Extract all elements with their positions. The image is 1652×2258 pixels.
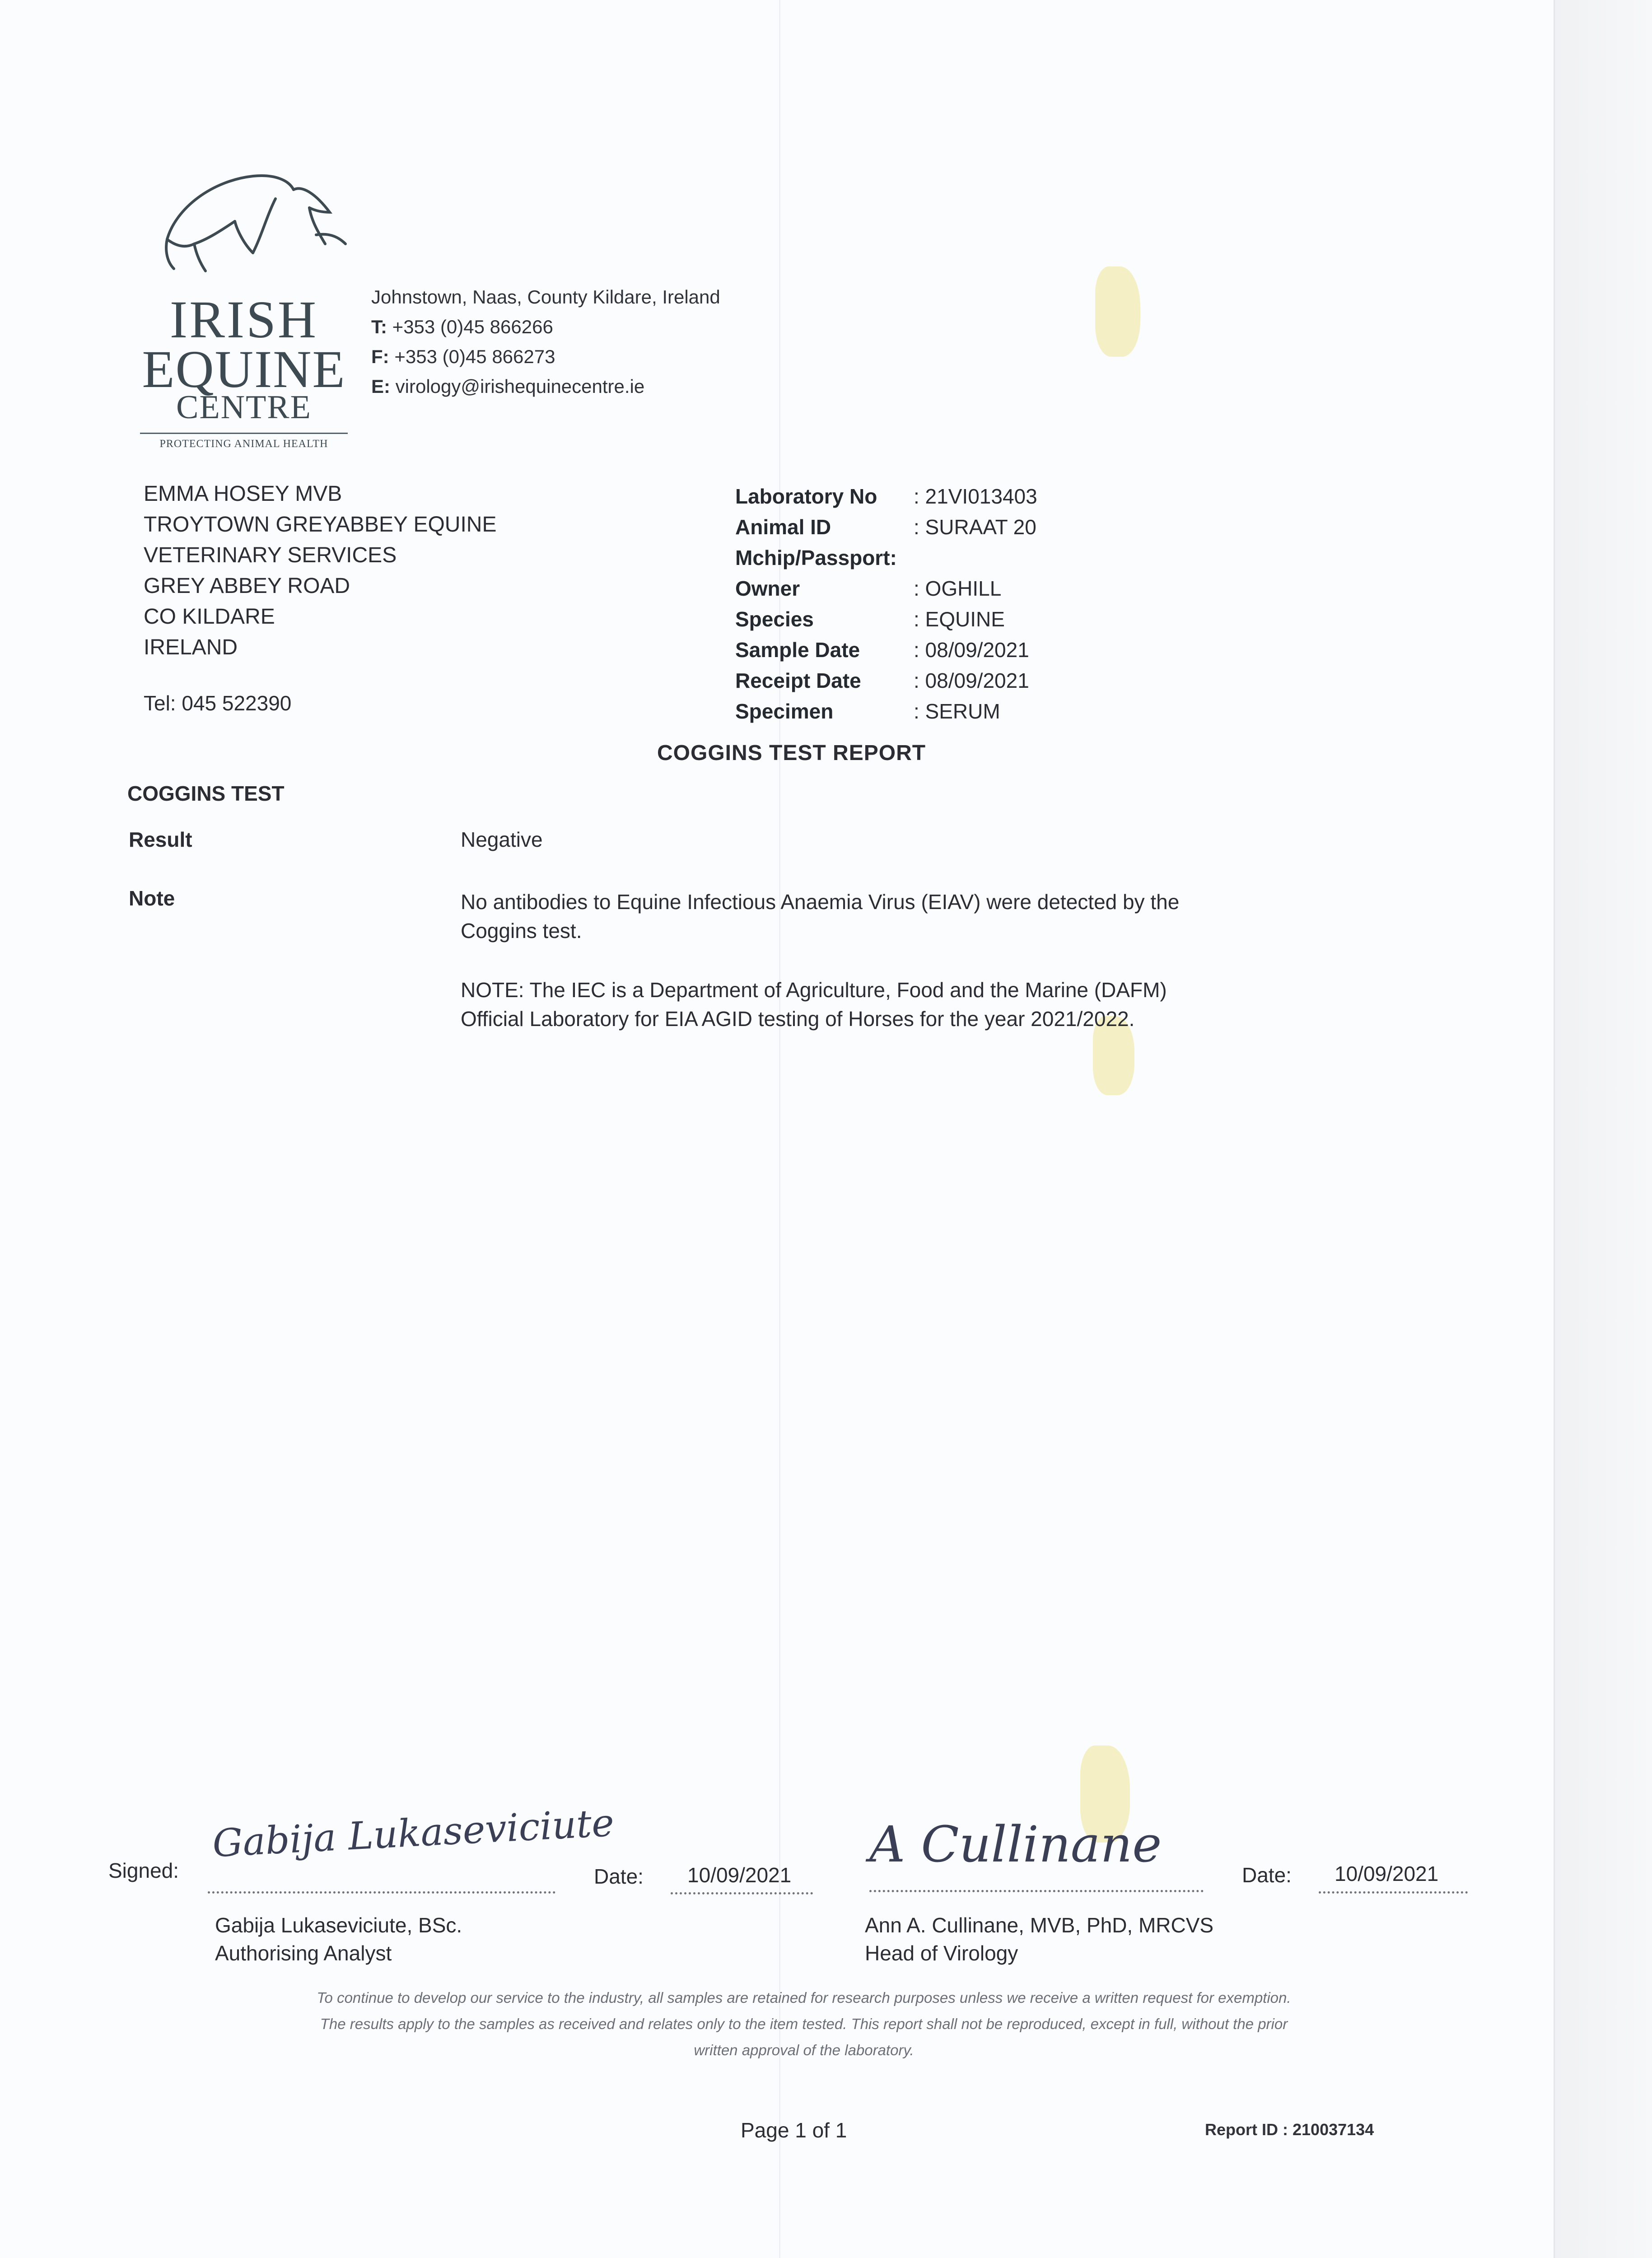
- recipient-address: [144, 479, 496, 663]
- lab-info-label: Specimen: [735, 700, 834, 723]
- lab-info-label: Receipt Date: [735, 669, 861, 692]
- lab-info-row: [735, 665, 1037, 696]
- analyst-name: Gabija Lukaseviciute, BSc.: [215, 1913, 462, 1937]
- head-date: 10/09/2021: [1335, 1862, 1439, 1885]
- lab-info-value: : OGHILL: [914, 577, 1002, 600]
- lab-info-row: [735, 481, 1037, 512]
- lab-info-label: Laboratory No: [735, 485, 877, 508]
- recipient-tel: Tel: 045 522390: [144, 691, 292, 715]
- dafm-note: NOTE: The IEC is a Department of Agriculture, Food and the Marine (DAFM) Official Laboratory for EIA AGID testing of Horses for the year 2021/2022.: [461, 978, 1167, 1031]
- page-number: Page 1 of 1: [741, 2118, 847, 2142]
- result-label: Result: [129, 828, 192, 851]
- phone-value: +353 (0)45 866266: [392, 316, 553, 337]
- logo-word-irish: IRISH: [169, 290, 318, 349]
- lab-info-label: Owner: [735, 577, 800, 600]
- lab-info-row: [735, 696, 1037, 727]
- note-text: No antibodies to Equine Infectious Anaemia Virus (EIAV) were detected by the Coggins test.: [461, 890, 1180, 942]
- report-id-value: 210037134: [1293, 2120, 1374, 2139]
- recipient-line: GREY ABBEY ROAD: [144, 574, 350, 598]
- test-heading: COGGINS TEST: [127, 782, 285, 805]
- phone-label: T:: [371, 316, 387, 337]
- contact-fax: [371, 342, 720, 372]
- stain-mark: [1095, 266, 1140, 357]
- recipient-line: IRELAND: [144, 635, 238, 659]
- contact-phone: [371, 312, 720, 342]
- analyst-date-line: [671, 1892, 813, 1894]
- analyst-date: 10/09/2021: [687, 1863, 792, 1887]
- lab-info-value: : 08/09/2021: [914, 638, 1029, 662]
- report-id: [1205, 2120, 1374, 2139]
- note-label: Note: [129, 886, 175, 910]
- recipient-line: EMMA HOSEY MVB: [144, 482, 342, 506]
- scan-fold-line: [779, 0, 780, 2258]
- logo-word-centre: CENTRE: [176, 389, 312, 426]
- analyst-date-label: Date:: [594, 1865, 644, 1888]
- lab-info-value: : 21VI013403: [914, 485, 1037, 508]
- head-name: Ann A. Cullinane, MVB, PhD, MRCVS: [865, 1913, 1214, 1937]
- lab-info-value: : SERUM: [914, 700, 1000, 723]
- report-title: COGGINS TEST REPORT: [657, 741, 926, 765]
- lab-info-label: Species: [735, 607, 814, 631]
- head-signature-line: [869, 1890, 1204, 1892]
- head-name-block: [865, 1911, 1213, 1967]
- analyst-name-block: [215, 1911, 462, 1967]
- lab-info-label: Animal ID: [735, 515, 831, 539]
- lab-info-value: : EQUINE: [914, 607, 1005, 631]
- fax-label: F:: [371, 346, 389, 367]
- recipient-line: CO KILDARE: [144, 605, 275, 629]
- scan-page-edge: [1554, 0, 1652, 2258]
- analyst-signature-line: [208, 1891, 555, 1894]
- lab-info-row: [735, 512, 1037, 542]
- analyst-signature: Gabija Lukaseviciute: [211, 1800, 616, 1866]
- head-title: Head of Virology: [865, 1941, 1018, 1965]
- signed-label: Signed:: [108, 1859, 179, 1882]
- analyst-title: Authorising Analyst: [215, 1941, 392, 1965]
- disclaimer-line: written approval of the laboratory.: [694, 2042, 914, 2058]
- logo-tagline: PROTECTING ANIMAL HEALTH: [159, 438, 328, 450]
- disclaimer-line: To continue to develop our service to the industry, all samples are retained for research purposes unless we receive a written request for exemption.: [317, 1989, 1291, 2006]
- report-id-label: Report ID :: [1205, 2120, 1288, 2139]
- lab-info-row: [735, 634, 1037, 665]
- lab-info-label: Sample Date: [735, 638, 860, 662]
- lab-info-label: Mchip/Passport:: [735, 546, 897, 569]
- head-date-line: [1319, 1891, 1468, 1894]
- lab-info-row: [735, 542, 1037, 573]
- head-date-label: Date:: [1242, 1863, 1292, 1887]
- disclaimer: [194, 1985, 1414, 2063]
- email-value: virology@irishequinecentre.ie: [395, 376, 645, 397]
- lab-info-value: : SURAAT 20: [914, 515, 1036, 539]
- lab-info-row: [735, 573, 1037, 604]
- logo-divider: [140, 433, 348, 434]
- horse-logo-icon: [140, 154, 348, 289]
- lab-info-block: [735, 481, 1037, 727]
- fax-value: +353 (0)45 866273: [394, 346, 555, 367]
- contact-email: [371, 372, 720, 401]
- lab-info-value: : 08/09/2021: [914, 669, 1029, 692]
- logo-word-equine: EQUINE: [142, 340, 346, 399]
- result-value: Negative: [461, 828, 543, 851]
- recipient-line: VETERINARY SERVICES: [144, 543, 397, 567]
- disclaimer-line: The results apply to the samples as received and relates only to the item tested. This report shall not be reproduced, except in full, without the prior: [320, 2015, 1288, 2032]
- contact-block: [371, 282, 720, 401]
- irish-equine-centre-logo: [140, 154, 348, 456]
- lab-info-row: [735, 604, 1037, 634]
- email-label: E:: [371, 376, 390, 397]
- contact-address: Johnstown, Naas, County Kildare, Ireland: [371, 286, 720, 308]
- recipient-line: TROYTOWN GREYABBEY EQUINE: [144, 513, 497, 537]
- head-signature: A Cullinane: [869, 1815, 1162, 1873]
